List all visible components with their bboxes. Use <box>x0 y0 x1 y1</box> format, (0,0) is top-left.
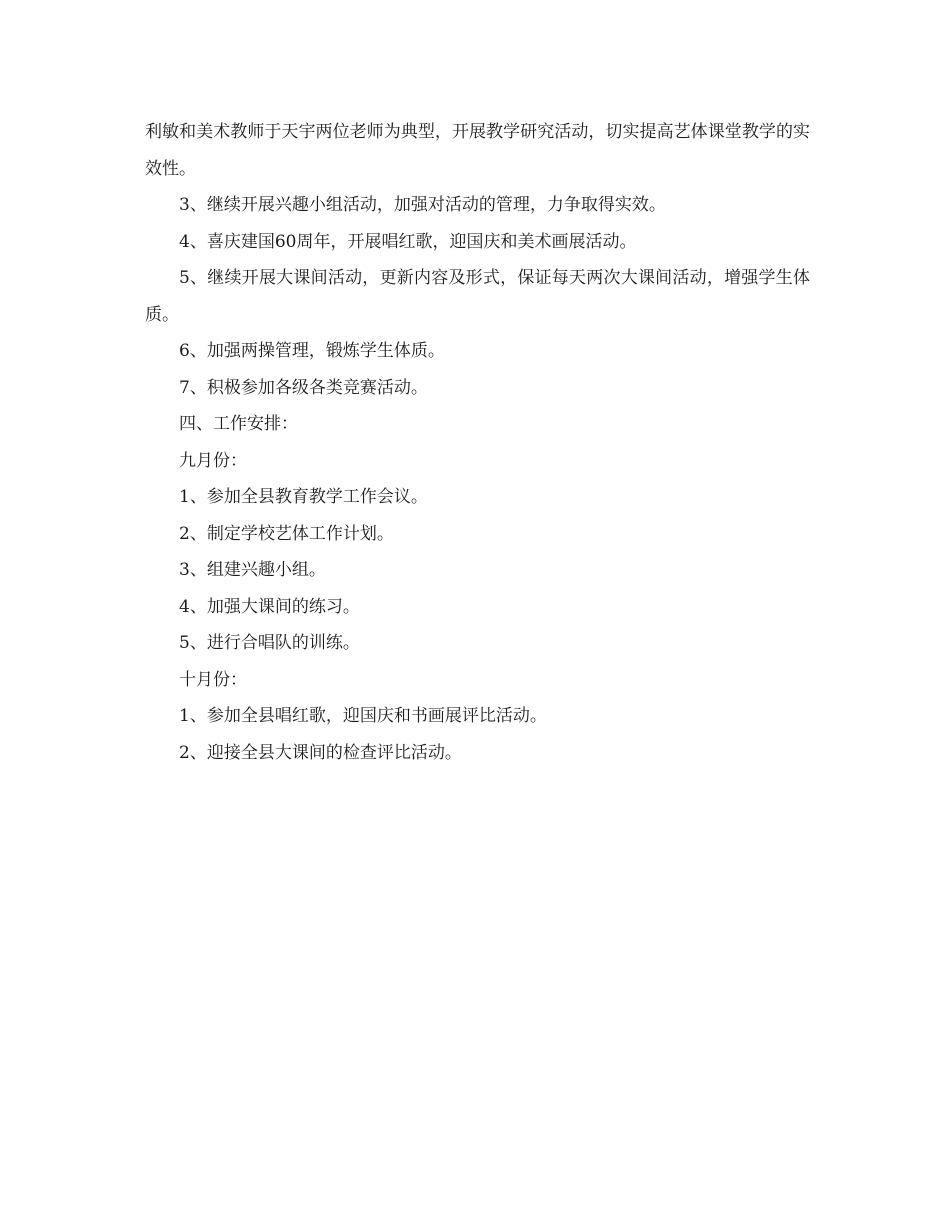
paragraph-item-4: 4、喜庆建国60周年，开展唱红歌，迎国庆和美术画展活动。 <box>179 231 637 252</box>
paragraph-item-7: 7、积极参加各级各类竞赛活动。 <box>179 377 428 398</box>
month-heading-september: 九月份： <box>179 450 247 471</box>
october-item-1: 1、参加全县唱红歌，迎国庆和书画展评比活动。 <box>179 706 547 726</box>
paragraph-item-3: 3、继续开展兴趣小组活动，加强对活动的管理，力争取得实效。 <box>179 195 666 215</box>
document-body <box>145 114 810 771</box>
september-item-5: 5、进行合唱队的训练。 <box>179 633 360 653</box>
paragraph-item-5: 5、继续开展大课间活动，更新内容及形式，保证每天两次大课间活动，增强学生体质。 <box>145 268 810 325</box>
section-heading-work-arrangement: 四、工作安排： <box>179 414 298 434</box>
september-item-2: 2、制定学校艺体工作计划。 <box>179 523 394 544</box>
paragraph-item-6: 6、加强两操管理，锻炼学生体质。 <box>179 341 445 361</box>
september-item-3: 3、组建兴趣小组。 <box>179 560 326 580</box>
october-item-2: 2、迎接全县大课间的检查评比活动。 <box>179 742 462 763</box>
september-item-1: 1、参加全县教育教学工作会议。 <box>179 487 428 507</box>
paragraph-continuation: 利敏和美术教师于天宇两位老师为典型，开展教学研究活动，切实提高艺体课堂教学的实效性。 <box>145 122 810 179</box>
month-heading-october: 十月份： <box>179 669 247 690</box>
september-item-4: 4、加强大课间的练习。 <box>179 596 360 617</box>
